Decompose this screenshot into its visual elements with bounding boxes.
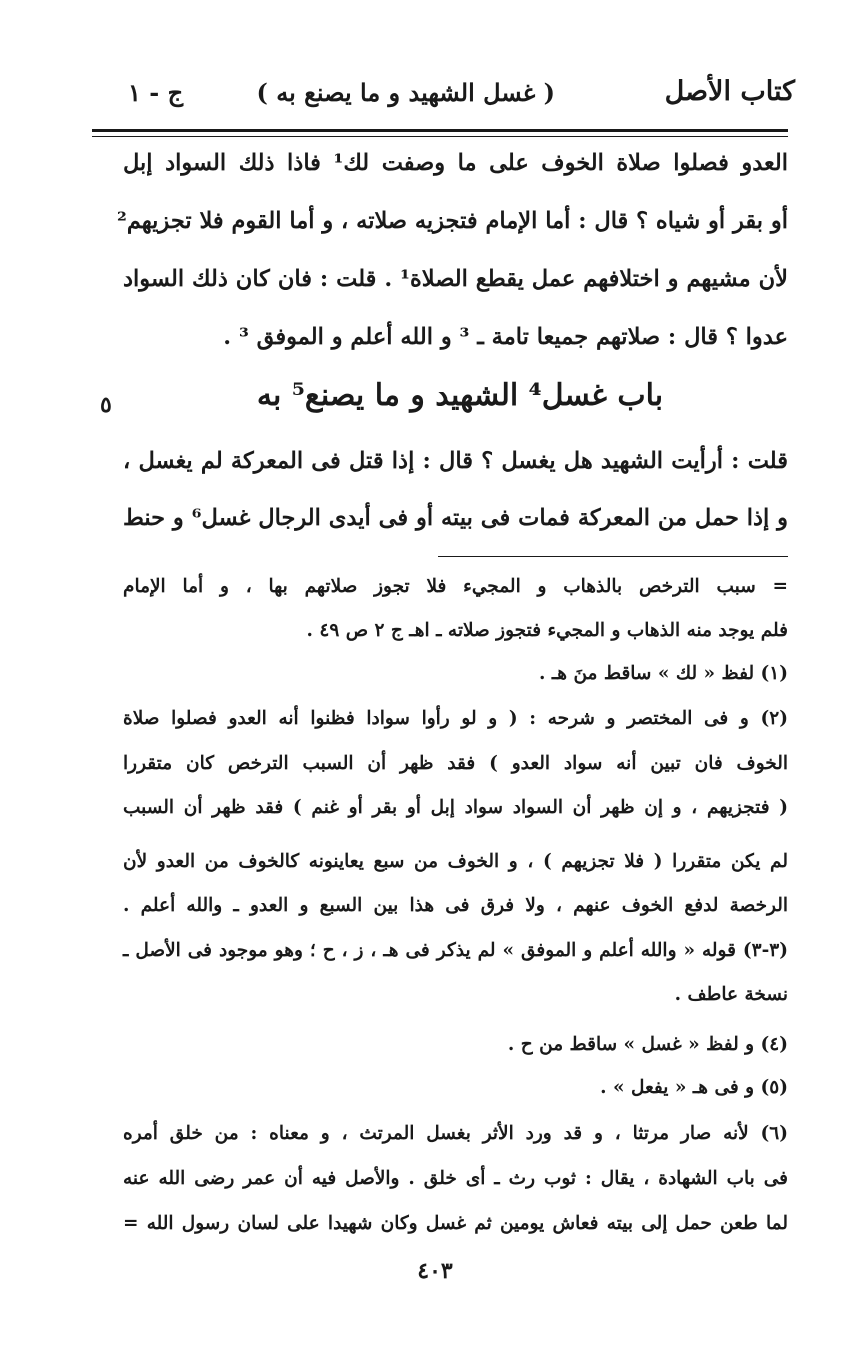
- footnote-line: ( فتجزيهم ، و إن ظهر أن السواد سواد إبل أو بقر أو غنم ) فقد ظهر أن السبب: [123, 797, 788, 818]
- footnote-line: الخوف فان تبين أنه سواد العدو ) فقد ظهر أن السبب الترخص كان متقررا: [123, 753, 788, 774]
- header-rule-thin: [92, 136, 788, 137]
- footnote-line: (٦) لأنه صار مرتثا ، و قد ورد الأثر بغسل المرتث ، و معناه : من خلق أمره: [123, 1123, 788, 1144]
- page-number: ٤٠٣: [417, 1258, 453, 1284]
- body-line: لأن مشيهم و اختلافهم عمل يقطع الصلاة¹ . قلت : فان كان ذلك السواد: [123, 266, 788, 292]
- line-number: ٥: [100, 392, 112, 418]
- footnote-line: نسخة عاطف .: [674, 984, 788, 1005]
- header-rule-thick: [92, 129, 788, 132]
- footnote-separator: [438, 556, 788, 557]
- running-header: [110, 72, 795, 124]
- footnote-line: الرخصة لدفع الخوف عنهم ، ولا فرق فى هذا بين السبع و العدو ـ والله أعلم .: [123, 895, 788, 916]
- footnote-line: (٥) و فى هـ « يفعل » .: [600, 1077, 788, 1098]
- body-line: و إذا حمل من المعركة فمات فى بيته أو فى أيدى الرجال غسل⁶ و حنط: [123, 505, 788, 531]
- footnote-line: فلم يوجد منه الذهاب و المجيء فتجوز صلاته ـ اهـ ج ٢ ص ٤٩ .: [306, 620, 788, 641]
- volume-label: ج - ١: [128, 78, 184, 107]
- footnote-line: = سبب الترخص بالذهاب و المجيء فلا تجوز صلاتهم بها ، و أما الإمام: [123, 576, 788, 597]
- footnote-line: (٤) و لفظ « غسل » ساقط من ح .: [507, 1034, 788, 1055]
- body-line: أو بقر أو شياه ؟ قال : أما الإمام فتجزيه صلاته ، و أما القوم فلا تجزيهم²: [116, 208, 788, 234]
- chapter-title: ( غسل الشهيد و ما يصنع به ): [256, 78, 555, 107]
- footnote-line: لما طعن حمل إلى بيته فعاش يومين ثم غسل وكان شهيدا على لسان رسول الله =: [123, 1213, 788, 1234]
- footnote-line: (١) لفظ « لك » ساقط منَ هـ .: [538, 663, 788, 684]
- body-line: عدوا ؟ قال : صلاتهم جميعا تامة ـ ³ و الله أعلم و الموفق ³ .: [223, 324, 788, 350]
- chapter-heading: باب غسل⁴ الشهيد و ما يصنع⁵ به: [256, 378, 664, 413]
- footnote-line: (٢) و فى المختصر و شرحه : ( و لو رأوا سوادا فظنوا أنه العدو فصلوا صلاة: [123, 708, 788, 729]
- body-line: قلت : أرأيت الشهيد هل يغسل ؟ قال : إذا قتل فى المعركة لم يغسل ،: [123, 448, 788, 474]
- footnote-line: فى باب الشهادة ، يقال : ثوب رث ـ أى خلق . والأصل فيه أن عمر رضى الله عنه: [123, 1168, 788, 1189]
- body-line: العدو فصلوا صلاة الخوف على ما وصفت لك¹ فاذا ذلك السواد إبل: [123, 150, 788, 176]
- book-title: كتاب الأصل: [664, 76, 795, 107]
- footnote-line: (٣-٣) قوله « والله أعلم و الموفق » لم يذكر فى هـ ، ز ، ح ؛ وهو موجود فى الأصل ـ: [123, 940, 788, 961]
- footnote-line: لم يكن متقررا ( فلا تجزيهم ) ، و الخوف من سبع يعاينونه كالخوف من العدو لأن: [123, 851, 788, 872]
